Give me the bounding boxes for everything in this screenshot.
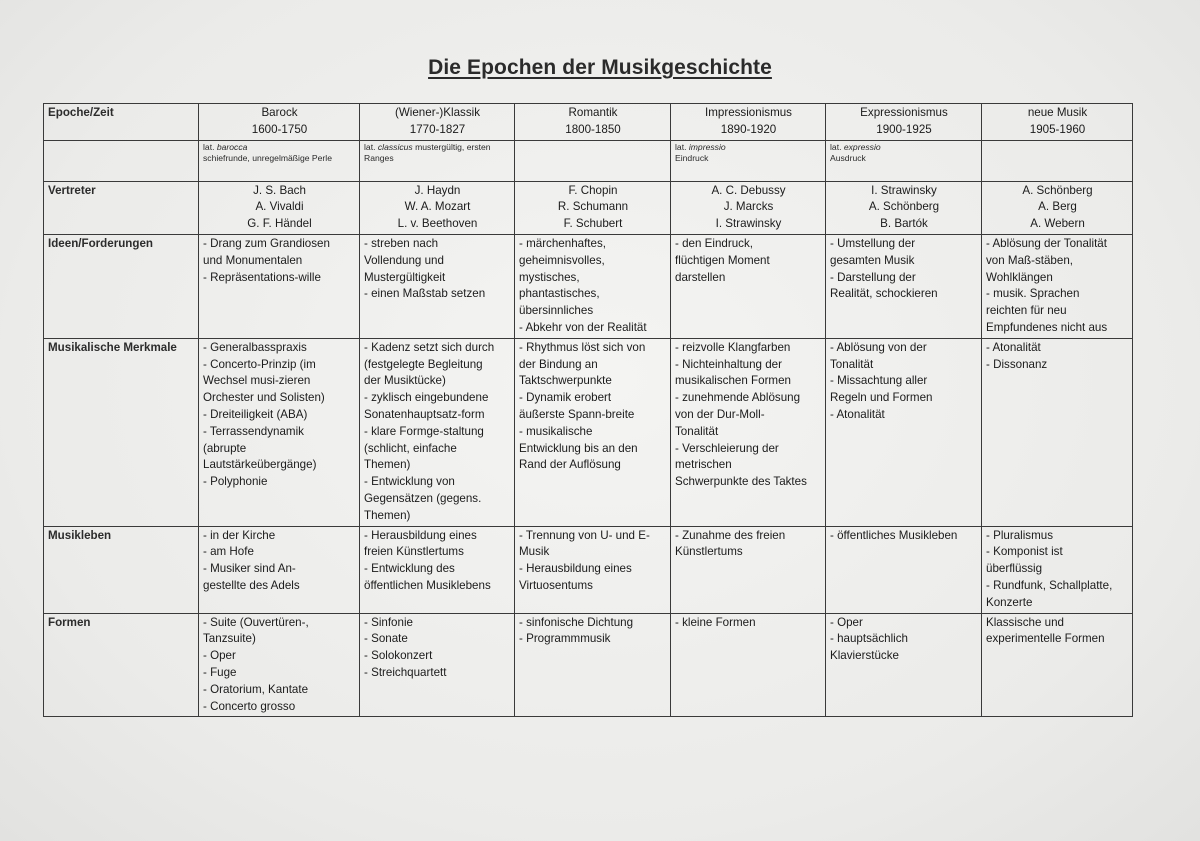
cell-line: - Zunahme des freien [675, 528, 786, 542]
cell-line: - Atonalität [830, 407, 885, 421]
cell-line: - märchenhaftes, [519, 236, 606, 250]
latin-cell: lat. barocca schiefrunde, unregelmäßige Perle [199, 140, 360, 181]
merkmale-cell [199, 338, 360, 526]
cell-line: gesamten Musik [830, 253, 915, 267]
cell-line: - Darstellung der [830, 270, 916, 284]
cell-line: (abrupte [203, 441, 247, 455]
ideen-cell [515, 234, 671, 338]
cell-line: Vollendung und [364, 253, 444, 267]
cell-line: der Bindung an [519, 357, 598, 371]
latin-cell: lat. classicus mustergültig, ersten Ranges [360, 140, 515, 181]
cell-line: - Polyphonie [203, 475, 268, 489]
epochs-table [43, 103, 1133, 717]
cell-line: - Rundfunk, Schallplatte, [986, 578, 1113, 592]
cell-line: mystisches, [519, 270, 580, 284]
formen-cell [199, 613, 360, 717]
cell-line: (festgelegte Begleitung [364, 357, 483, 371]
cell-line: - klare Formge-staltung [364, 424, 484, 438]
vertreter-cell [826, 181, 982, 234]
row-merkmale [44, 338, 1133, 526]
cell-line: - am Hofe [203, 545, 254, 559]
cell-line: - Solokonzert [364, 649, 433, 663]
epoch-name: (Wiener-)Klassik [394, 106, 481, 119]
cell-line: öffentlichen Musiklebens [364, 578, 491, 592]
cell-line: übersinnliches [519, 304, 594, 318]
cell-line: - Drang zum Grandiosen [203, 236, 330, 250]
cell-line: - Ablösung von der [830, 340, 927, 354]
vertreter-cell [515, 181, 671, 234]
cell-line: J. Marcks [723, 200, 774, 214]
latin-cell [515, 140, 671, 181]
epoch-name: Romantik [568, 106, 618, 119]
cell-line: Entwicklung bis an den [519, 441, 638, 455]
cell-line: - hauptsächlich [830, 632, 908, 646]
cell-line: G. F. Händel [247, 217, 312, 231]
formen-cell [826, 613, 982, 717]
cell-line: - Terrassendynamik [203, 424, 304, 438]
cell-line: - Sonate [364, 632, 408, 646]
musikleben-cell [515, 526, 671, 613]
cell-line: - Herausbildung eines [364, 528, 477, 542]
cell-line: von der Dur-Moll- [675, 407, 765, 421]
cell-line: - Suite (Ouvertüren-, [203, 615, 309, 629]
epoch-cell-romantik [515, 104, 671, 141]
row-label-vertreter: Vertreter [44, 181, 199, 234]
epoch-name: Barock [261, 106, 298, 119]
epoch-years: 1900-1925 [876, 122, 932, 136]
latin-cell: lat. impressio Eindruck [671, 140, 826, 181]
cell-line: - Umstellung der [830, 236, 916, 250]
formen-cell [671, 613, 826, 717]
cell-line: A. Vivaldi [255, 200, 304, 214]
cell-line: - Dissonanz [986, 357, 1048, 371]
cell-line: - musik. Sprachen [986, 287, 1080, 301]
latin-cell [982, 140, 1133, 181]
cell-line: - einen Maßstab setzen [364, 287, 486, 301]
cell-line: A. Schönberg [1022, 183, 1093, 197]
row-label-musikleben: Musikleben [44, 526, 199, 613]
cell-line: Themen) [364, 508, 411, 522]
epoch-name: Impressionismus [705, 106, 792, 119]
cell-line: reichten für neu [986, 304, 1067, 318]
merkmale-cell [671, 338, 826, 526]
musikleben-cell [826, 526, 982, 613]
cell-line: B. Bartók [880, 217, 928, 231]
epoch-name: Expressionismus [860, 106, 948, 119]
merkmale-cell [515, 338, 671, 526]
cell-line: geheimnisvolles, [519, 253, 605, 267]
cell-line: Tonalität [675, 424, 719, 438]
cell-line: Taktschwerpunkte [519, 374, 612, 388]
cell-line: - streben nach [364, 236, 439, 250]
cell-line: Sonatenhauptsatz-form [364, 407, 485, 421]
musikleben-cell [199, 526, 360, 613]
cell-line: von Maß-stäben, [986, 253, 1073, 267]
cell-line: phantastisches, [519, 287, 600, 301]
formen-cell [982, 613, 1133, 717]
row-vertreter [44, 181, 1133, 234]
cell-line: Orchester und Solisten) [203, 391, 325, 405]
cell-line: A. Schönberg [868, 200, 940, 214]
cell-line: - Programmmusik [519, 632, 611, 646]
cell-line: Regeln und Formen [830, 391, 933, 405]
epoch-cell-impressionismus [671, 104, 826, 141]
formen-cell [360, 613, 515, 717]
cell-line: - Sinfonie [364, 615, 413, 629]
cell-line: - Herausbildung eines [519, 562, 632, 576]
cell-line: - Oper [203, 649, 236, 663]
cell-line: - Concerto grosso [203, 699, 296, 713]
musikleben-cell [982, 526, 1133, 613]
page-title: Die Epochen der Musikgeschichte [428, 56, 772, 79]
cell-line: J. Haydn [414, 183, 461, 197]
cell-line: Klavierstücke [830, 649, 899, 663]
cell-line: Tanzsuite) [203, 632, 256, 646]
cell-line: - Entwicklung des [364, 562, 455, 576]
cell-line: Empfundenes nicht aus [986, 320, 1108, 334]
merkmale-cell [982, 338, 1133, 526]
cell-line: - Verschleierung der [675, 441, 779, 455]
epoch-years: 1800-1850 [565, 122, 621, 136]
musikleben-cell [671, 526, 826, 613]
musikleben-cell [360, 526, 515, 613]
cell-line: Gegensätzen (gegens. [364, 491, 482, 505]
ideen-cell [982, 234, 1133, 338]
cell-line: Rand der Auflösung [519, 458, 621, 472]
cell-line: - Concerto-Prinzip (im [203, 357, 316, 371]
cell-line: - Fuge [203, 665, 237, 679]
cell-line: A. Webern [1030, 217, 1085, 231]
row-label-epoche: Epoche/Zeit [44, 104, 199, 141]
cell-line: Lautstärkeübergänge) [203, 458, 317, 472]
row-label-formen: Formen [44, 613, 199, 717]
cell-line: - Komponist ist [986, 545, 1063, 559]
epoch-cell-neue-musik [982, 104, 1133, 141]
cell-line: - Dynamik erobert [519, 391, 612, 405]
cell-line: - musikalische [519, 424, 593, 438]
epoch-years: 1905-1960 [1029, 122, 1086, 136]
ideen-cell [671, 234, 826, 338]
row-label-ideen: Ideen/Forderungen [44, 234, 199, 338]
cell-line: Konzerte [986, 595, 1033, 609]
cell-line: - Oratorium, Kantate [203, 682, 309, 696]
cell-line: Wechsel musi-zieren [203, 374, 311, 388]
row-label-merkmale: Musikalische Merkmale [44, 338, 199, 526]
cell-line: Mustergültigkeit [364, 270, 446, 284]
cell-line: (schlicht, einfache [364, 441, 457, 455]
cell-line: der Musiktücke) [364, 374, 446, 388]
cell-line: Realität, schockieren [830, 287, 938, 301]
cell-line: experimentelle Formen [986, 632, 1105, 646]
cell-line: Virtuosentums [519, 578, 593, 592]
vertreter-cell [982, 181, 1133, 234]
cell-line: I. Strawinsky [871, 183, 937, 197]
cell-line: flüchtigen Moment [675, 253, 770, 267]
header-row [44, 104, 1133, 141]
vertreter-cell [360, 181, 515, 234]
row-musikleben [44, 526, 1133, 613]
row-formen [44, 613, 1133, 717]
epoch-years: 1600-1750 [251, 122, 308, 136]
cell-line: - Oper [830, 615, 863, 629]
cell-line: - Ablösung der Tonalität [986, 236, 1107, 250]
cell-line: Tonalität [830, 357, 874, 371]
cell-line: - Generalbasspraxis [203, 340, 307, 354]
cell-line: - Atonalität [986, 340, 1041, 354]
ideen-cell [360, 234, 515, 338]
cell-line: - Pluralismus [986, 528, 1053, 542]
cell-line: Wohlklängen [986, 270, 1053, 284]
epoch-years: 1890-1920 [720, 122, 777, 136]
cell-line: metrischen [675, 458, 732, 472]
cell-line: - kleine Formen [675, 615, 756, 629]
merkmale-cell [360, 338, 515, 526]
cell-line: A. Berg [1038, 200, 1077, 214]
cell-line: Schwerpunkte des Taktes [675, 475, 807, 489]
cell-line: freien Künstlertums [364, 545, 464, 559]
cell-line: musikalischen Formen [675, 374, 791, 388]
cell-line: J. S. Bach [253, 183, 306, 197]
cell-line: überflüssig [986, 562, 1043, 576]
cell-line: I. Strawinsky [715, 217, 782, 231]
cell-line: Klassische und [986, 615, 1064, 629]
cell-line: R. Schumann [557, 200, 629, 214]
cell-line: Themen) [364, 458, 411, 472]
latin-row [44, 140, 1133, 181]
cell-line: A. C. Debussy [711, 183, 786, 197]
cell-line: - reizvolle Klangfarben [675, 340, 791, 354]
formen-cell [515, 613, 671, 717]
cell-line: gestellte des Adels [203, 578, 300, 592]
latin-cell: lat. expressio Ausdruck [826, 140, 982, 181]
vertreter-cell [199, 181, 360, 234]
cell-line: - sinfonische Dichtung [519, 615, 634, 629]
cell-line: F. Schubert [563, 217, 623, 231]
ideen-cell [826, 234, 982, 338]
epoch-name: neue Musik [1027, 106, 1088, 119]
cell-line: - Streichquartett [364, 665, 447, 679]
cell-line: - Kadenz setzt sich durch [364, 340, 495, 354]
cell-line: F. Chopin [568, 183, 618, 197]
cell-line: L. v. Beethoven [397, 217, 478, 231]
merkmale-cell [826, 338, 982, 526]
cell-line: - Repräsentations-wille [203, 270, 321, 284]
cell-line: - den Eindruck, [675, 236, 753, 250]
vertreter-cell [671, 181, 826, 234]
cell-line: - Abkehr von der Realität [519, 320, 647, 334]
cell-line: äußerste Spann-breite [519, 407, 635, 421]
row-label-empty [44, 140, 199, 181]
ideen-cell [199, 234, 360, 338]
cell-line: - Trennung von U- und E- [519, 528, 650, 542]
epoch-cell-expressionismus [826, 104, 982, 141]
cell-line: Musik [519, 545, 550, 559]
cell-line: - Dreiteiligkeit (ABA) [203, 407, 308, 421]
cell-line: und Monumentalen [203, 253, 303, 267]
cell-line: - zunehmende Ablösung [675, 391, 801, 405]
cell-line: W. A. Mozart [404, 200, 471, 214]
cell-line: - Nichteinhaltung der [675, 357, 782, 371]
cell-line: - zyklisch eingebundene [364, 391, 489, 405]
row-ideen [44, 234, 1133, 338]
epoch-cell-barock [199, 104, 360, 141]
cell-line: - in der Kirche [203, 528, 276, 542]
cell-line: darstellen [675, 270, 726, 284]
cell-line: - Musiker sind An- [203, 562, 296, 576]
epoch-years: 1770-1827 [409, 122, 466, 136]
cell-line: - Entwicklung von [364, 475, 455, 489]
cell-line: - öffentliches Musikleben [830, 528, 958, 542]
epoch-cell-klassik [360, 104, 515, 141]
cell-line: - Missachtung aller [830, 374, 928, 388]
cell-line: Künstlertums [675, 545, 743, 559]
cell-line: - Rhythmus löst sich von [519, 340, 646, 354]
